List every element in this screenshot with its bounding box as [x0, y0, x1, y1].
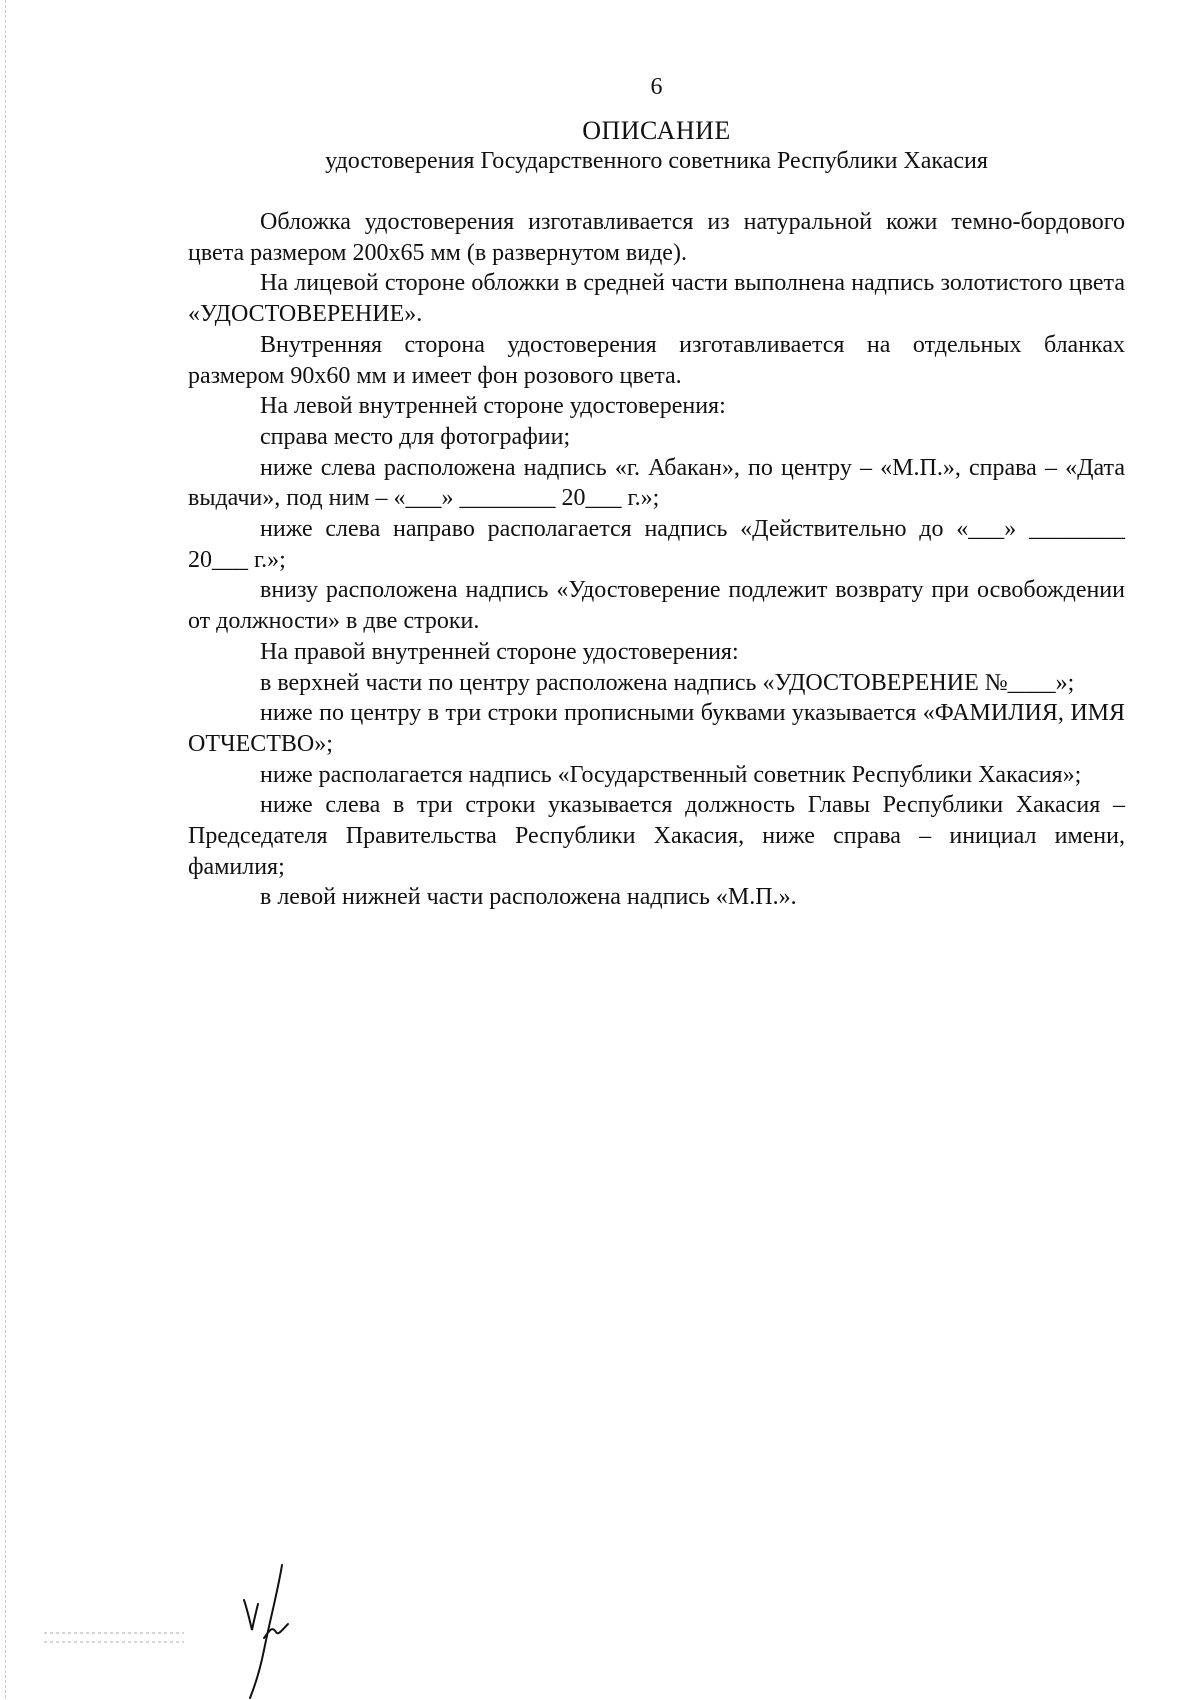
handwritten-signature — [242, 1560, 302, 1700]
paragraph-valid-until: ниже слева направо располагается надпись «Действительно до «___» ________ 20___ г.»; — [188, 516, 1125, 573]
paragraph-seal-place: в левой нижней части расположена надпись «М.П.». — [260, 884, 797, 911]
paragraph-inner-side: Внутренняя сторона удостоверения изготавливается на отдельных бланках размером 90х60 мм и имеет фон розового цвета. — [188, 331, 1125, 389]
paragraph-return-note: внизу расположена надпись «Удостоверение подлежит возврату при освобождении от должности» в две строки. — [188, 577, 1125, 635]
paragraph-issue-date: ниже слева расположена надпись «г. Абакан», по центру – «М.П.», справа – «Дата выдачи», под ним – «___» ________ 20___ г.»; — [188, 454, 1125, 512]
paragraph-full-name: ниже по центру в три строки прописными буквами указывается «ФАМИЛИЯ, ИМЯ ОТЧЕСТВО»; — [188, 700, 1125, 757]
paragraph-rank-title: ниже располагается надпись «Государственный советник Республики Хакасия»; — [260, 761, 1082, 788]
paragraph-right-side-heading: На правой внутренней стороне удостоверения: — [260, 638, 739, 665]
document-title: ОПИСАНИЕ — [582, 116, 731, 145]
paragraph-cover-inscription: На лицевой стороне обложки в средней части выполнена надпись золотистого цвета «УДОСТОВЕРЕНИЕ». — [188, 270, 1125, 328]
document-body — [188, 207, 1125, 913]
page-number: 6 — [650, 74, 663, 100]
faded-stamp — [44, 1625, 184, 1655]
paragraph-cover-material: Обложка удостоверения изготавливается из натуральной кожи темно-бордового цвета размером 200х65 мм (в развернутом виде). — [188, 209, 1125, 266]
paragraph-signatory: ниже слева в три строки указывается должность Главы Республики Хакасия – Председателя Правительства Республики Хакасия, ниже справа – инициал имени, фамилия; — [188, 792, 1125, 880]
paragraph-photo-place: справа место для фотографии; — [260, 423, 571, 450]
document-subtitle: удостоверения Государственного советника Республики Хакасия — [325, 148, 988, 174]
scan-edge-mark — [5, 0, 6, 1698]
paragraph-left-side-heading: На левой внутренней стороне удостоверения: — [260, 393, 726, 420]
paragraph-certificate-number: в верхней части по центру расположена надпись «УДОСТОВЕРЕНИЕ №____»; — [260, 669, 1075, 696]
